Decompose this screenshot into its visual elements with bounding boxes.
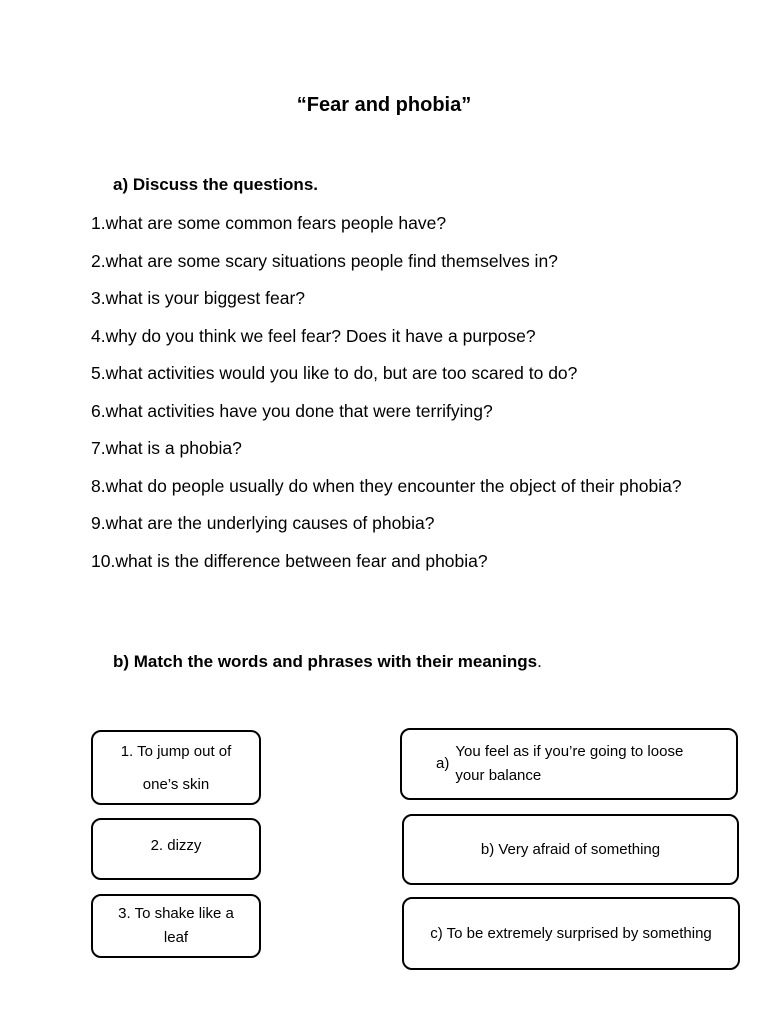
question-item: 6.what activities have you done that were terrifying? (91, 400, 493, 421)
meaning-box-c (402, 897, 740, 970)
phrase-text: 2. dizzy (150, 837, 202, 854)
question-item: 1.what are some common fears people have? (91, 213, 447, 233)
phrase-box-2 (91, 818, 261, 880)
meaning-text: You feel as if you’re going to loose your balance (455, 743, 684, 784)
question-item: 4.why do you think we feel fear? Does it have a purpose? (91, 325, 536, 346)
section-b-period: . (537, 652, 542, 671)
question-item: 5.what activities would you like to do, but are too scared to do? (91, 363, 578, 383)
meaning-box-b (402, 814, 739, 885)
question-item: 3.what is your biggest fear? (91, 288, 306, 308)
question-list (91, 210, 691, 585)
phrase-box-3 (91, 894, 261, 958)
section-b-heading-text: b) Match the words and phrases with their meanings (113, 652, 538, 671)
question-item: 2.what are some scary situations people find themselves in? (91, 250, 558, 271)
section-b-heading (113, 652, 542, 672)
meaning-text: c) To be extremely surprised by something (430, 924, 712, 942)
meaning-label: a) (436, 755, 450, 772)
phrase-box-1 (91, 730, 261, 805)
question-item: 10.what is the difference between fear and phobia? (91, 550, 488, 571)
meaning-box-a (400, 728, 738, 800)
question-item: 8.what do people usually do when they encounter the object of their phobia? (91, 475, 682, 496)
page-title: “Fear and phobia” (296, 94, 472, 116)
question-item: 7.what is a phobia? (91, 438, 242, 458)
phrase-text: 3. To shake like a leaf (118, 905, 234, 946)
phrase-text: 1. To jump out of one’s skin (120, 742, 232, 793)
meaning-text: b) Very afraid of something (480, 840, 661, 858)
question-item: 9.what are the underlying causes of phobia? (91, 513, 435, 533)
section-a-heading: a) Discuss the questions. (113, 175, 318, 194)
